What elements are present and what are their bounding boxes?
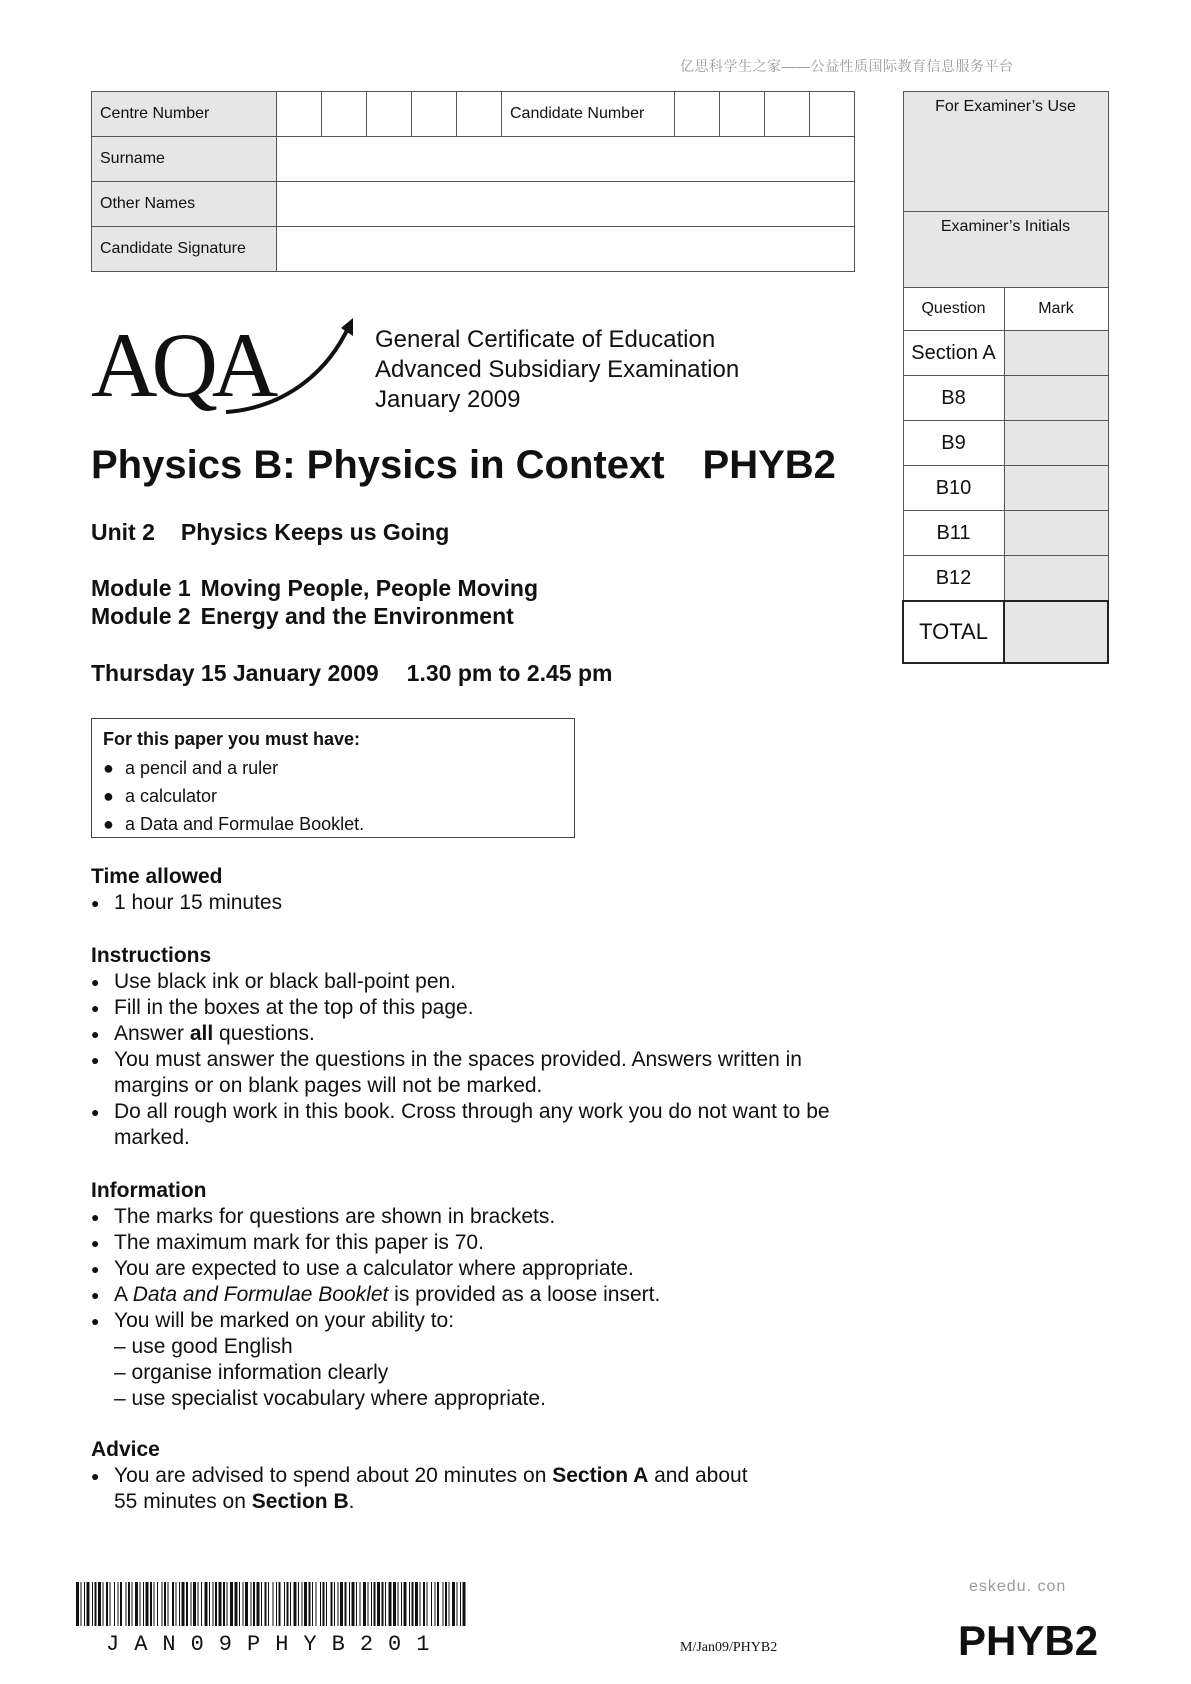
paper-reference: M/Jan09/PHYB2 [680,1640,778,1655]
paper-title-text: Physics B: Physics in Context [91,443,665,487]
time-allowed-section [91,864,851,916]
module-name: Moving People, People Moving [200,575,539,601]
module-line [91,603,514,630]
centre-number-box[interactable] [457,92,502,137]
mark-box[interactable] [1004,556,1108,602]
exam-time: 1.30 pm to 2.45 pm [406,660,613,686]
unit-label: Unit 2 [91,519,155,545]
module-label: Module 2 [91,603,191,629]
examiner-use-heading: For Examiner’s Use [903,92,1108,212]
instruction-item: ● Use black ink or black ball-point pen. [91,970,457,993]
module-name: Energy and the Environment [200,603,514,629]
instructions-section [91,943,851,1151]
information-item: ● The marks for questions are shown in brackets. [91,1205,556,1228]
candidate-number-box[interactable] [720,92,765,137]
instruction-item: ● You must answer the questions in the spaces provided. Answers written in margins or on blank pages will not be marked. [91,1048,802,1097]
information-section [91,1178,851,1412]
question-label: B12 [903,556,1004,602]
materials-item: ● a calculator [103,786,218,806]
unit-line [91,519,449,546]
instruction-item: ● Fill in the boxes at the top of this page. [91,996,474,1019]
paper-title [91,443,836,488]
materials-item: ● a pencil and a ruler [103,758,279,778]
ability-item: – organise information clearly [114,1361,389,1384]
question-label: B11 [903,511,1004,556]
question-column-header: Question [903,288,1004,331]
advice-section [91,1437,851,1515]
barcode-text: JAN09PHYB201 [106,1632,445,1657]
time-allowed-item: ● 1 hour 15 minutes [91,891,283,914]
qualification-line: General Certificate of Education [375,326,716,353]
exam-type-line: Advanced Subsidiary Examination [375,356,740,383]
exam-date: Thursday 15 January 2009 [91,660,379,686]
materials-heading: For this paper you must have: [103,729,361,749]
centre-number-label: Centre Number [92,92,277,137]
site-watermark: eskedu. con [969,1578,1067,1595]
centre-number-box[interactable] [322,92,367,137]
exam-date-line [91,660,612,687]
candidate-number-box[interactable] [675,92,720,137]
centre-number-box[interactable] [367,92,412,137]
time-allowed-heading: Time allowed [91,865,223,888]
signature-field[interactable] [277,227,855,272]
advice-heading: Advice [91,1438,160,1461]
ability-item: – use specialist vocabulary where appropriate. [114,1387,546,1410]
centre-number-box[interactable] [277,92,322,137]
examiner-use-table [902,91,1109,664]
candidate-details-table [91,91,855,272]
information-item: ● You will be marked on your ability to: [91,1309,455,1332]
barcode-image [76,1582,466,1626]
centre-number-box[interactable] [412,92,457,137]
mark-column-header: Mark [1004,288,1108,331]
total-label: TOTAL [903,601,1004,663]
aqa-logo [91,316,361,416]
paper-code: PHYB2 [958,1617,1099,1664]
advice-item: ● You are advised to spend about 20 minutes on Section A and about 55 minutes on Section B. [91,1464,748,1513]
qualification-header [375,325,739,415]
question-label: B9 [903,421,1004,466]
mark-box[interactable] [1004,331,1108,376]
question-label: B8 [903,376,1004,421]
other-names-field[interactable] [277,182,855,227]
instruction-item: ● Answer all questions. [91,1022,315,1045]
watermark-text: 亿思科学生之家——公益性质国际教育信息服务平台 [680,58,1014,74]
candidate-number-box[interactable] [810,92,855,137]
instructions-heading: Instructions [91,944,212,967]
aqa-logo-text: AQA [91,316,273,416]
ability-item: – use good English [114,1335,293,1358]
question-label: B10 [903,466,1004,511]
total-mark-box[interactable] [1004,601,1108,663]
mark-box[interactable] [1004,421,1108,466]
candidate-number-box[interactable] [765,92,810,137]
mark-box[interactable] [1004,466,1108,511]
other-names-label: Other Names [92,182,277,227]
information-heading: Information [91,1179,207,1202]
surname-field[interactable] [277,137,855,182]
materials-item: ● a Data and Formulae Booklet. [103,814,365,834]
information-item: ● The maximum mark for this paper is 70. [91,1231,484,1254]
mark-box[interactable] [1004,511,1108,556]
candidate-number-label: Candidate Number [502,92,675,137]
mark-box[interactable] [1004,376,1108,421]
exam-session-line: January 2009 [375,386,521,413]
signature-label: Candidate Signature [92,227,277,272]
unit-name: Physics Keeps us Going [180,519,450,545]
module-line [91,575,538,602]
instruction-item: ● Do all rough work in this book. Cross through any work you do not want to be marked. [91,1100,830,1149]
examiner-initials-box[interactable]: Examiner’s Initials [903,212,1108,288]
surname-label: Surname [92,137,277,182]
materials-box [91,718,575,838]
question-label: Section A [903,331,1004,376]
paper-code-title: PHYB2 [702,443,836,487]
module-label: Module 1 [91,575,191,601]
information-item: ● A Data and Formulae Booklet is provided as a loose insert. [91,1283,661,1306]
information-item: ● You are expected to use a calculator where appropriate. [91,1257,634,1280]
